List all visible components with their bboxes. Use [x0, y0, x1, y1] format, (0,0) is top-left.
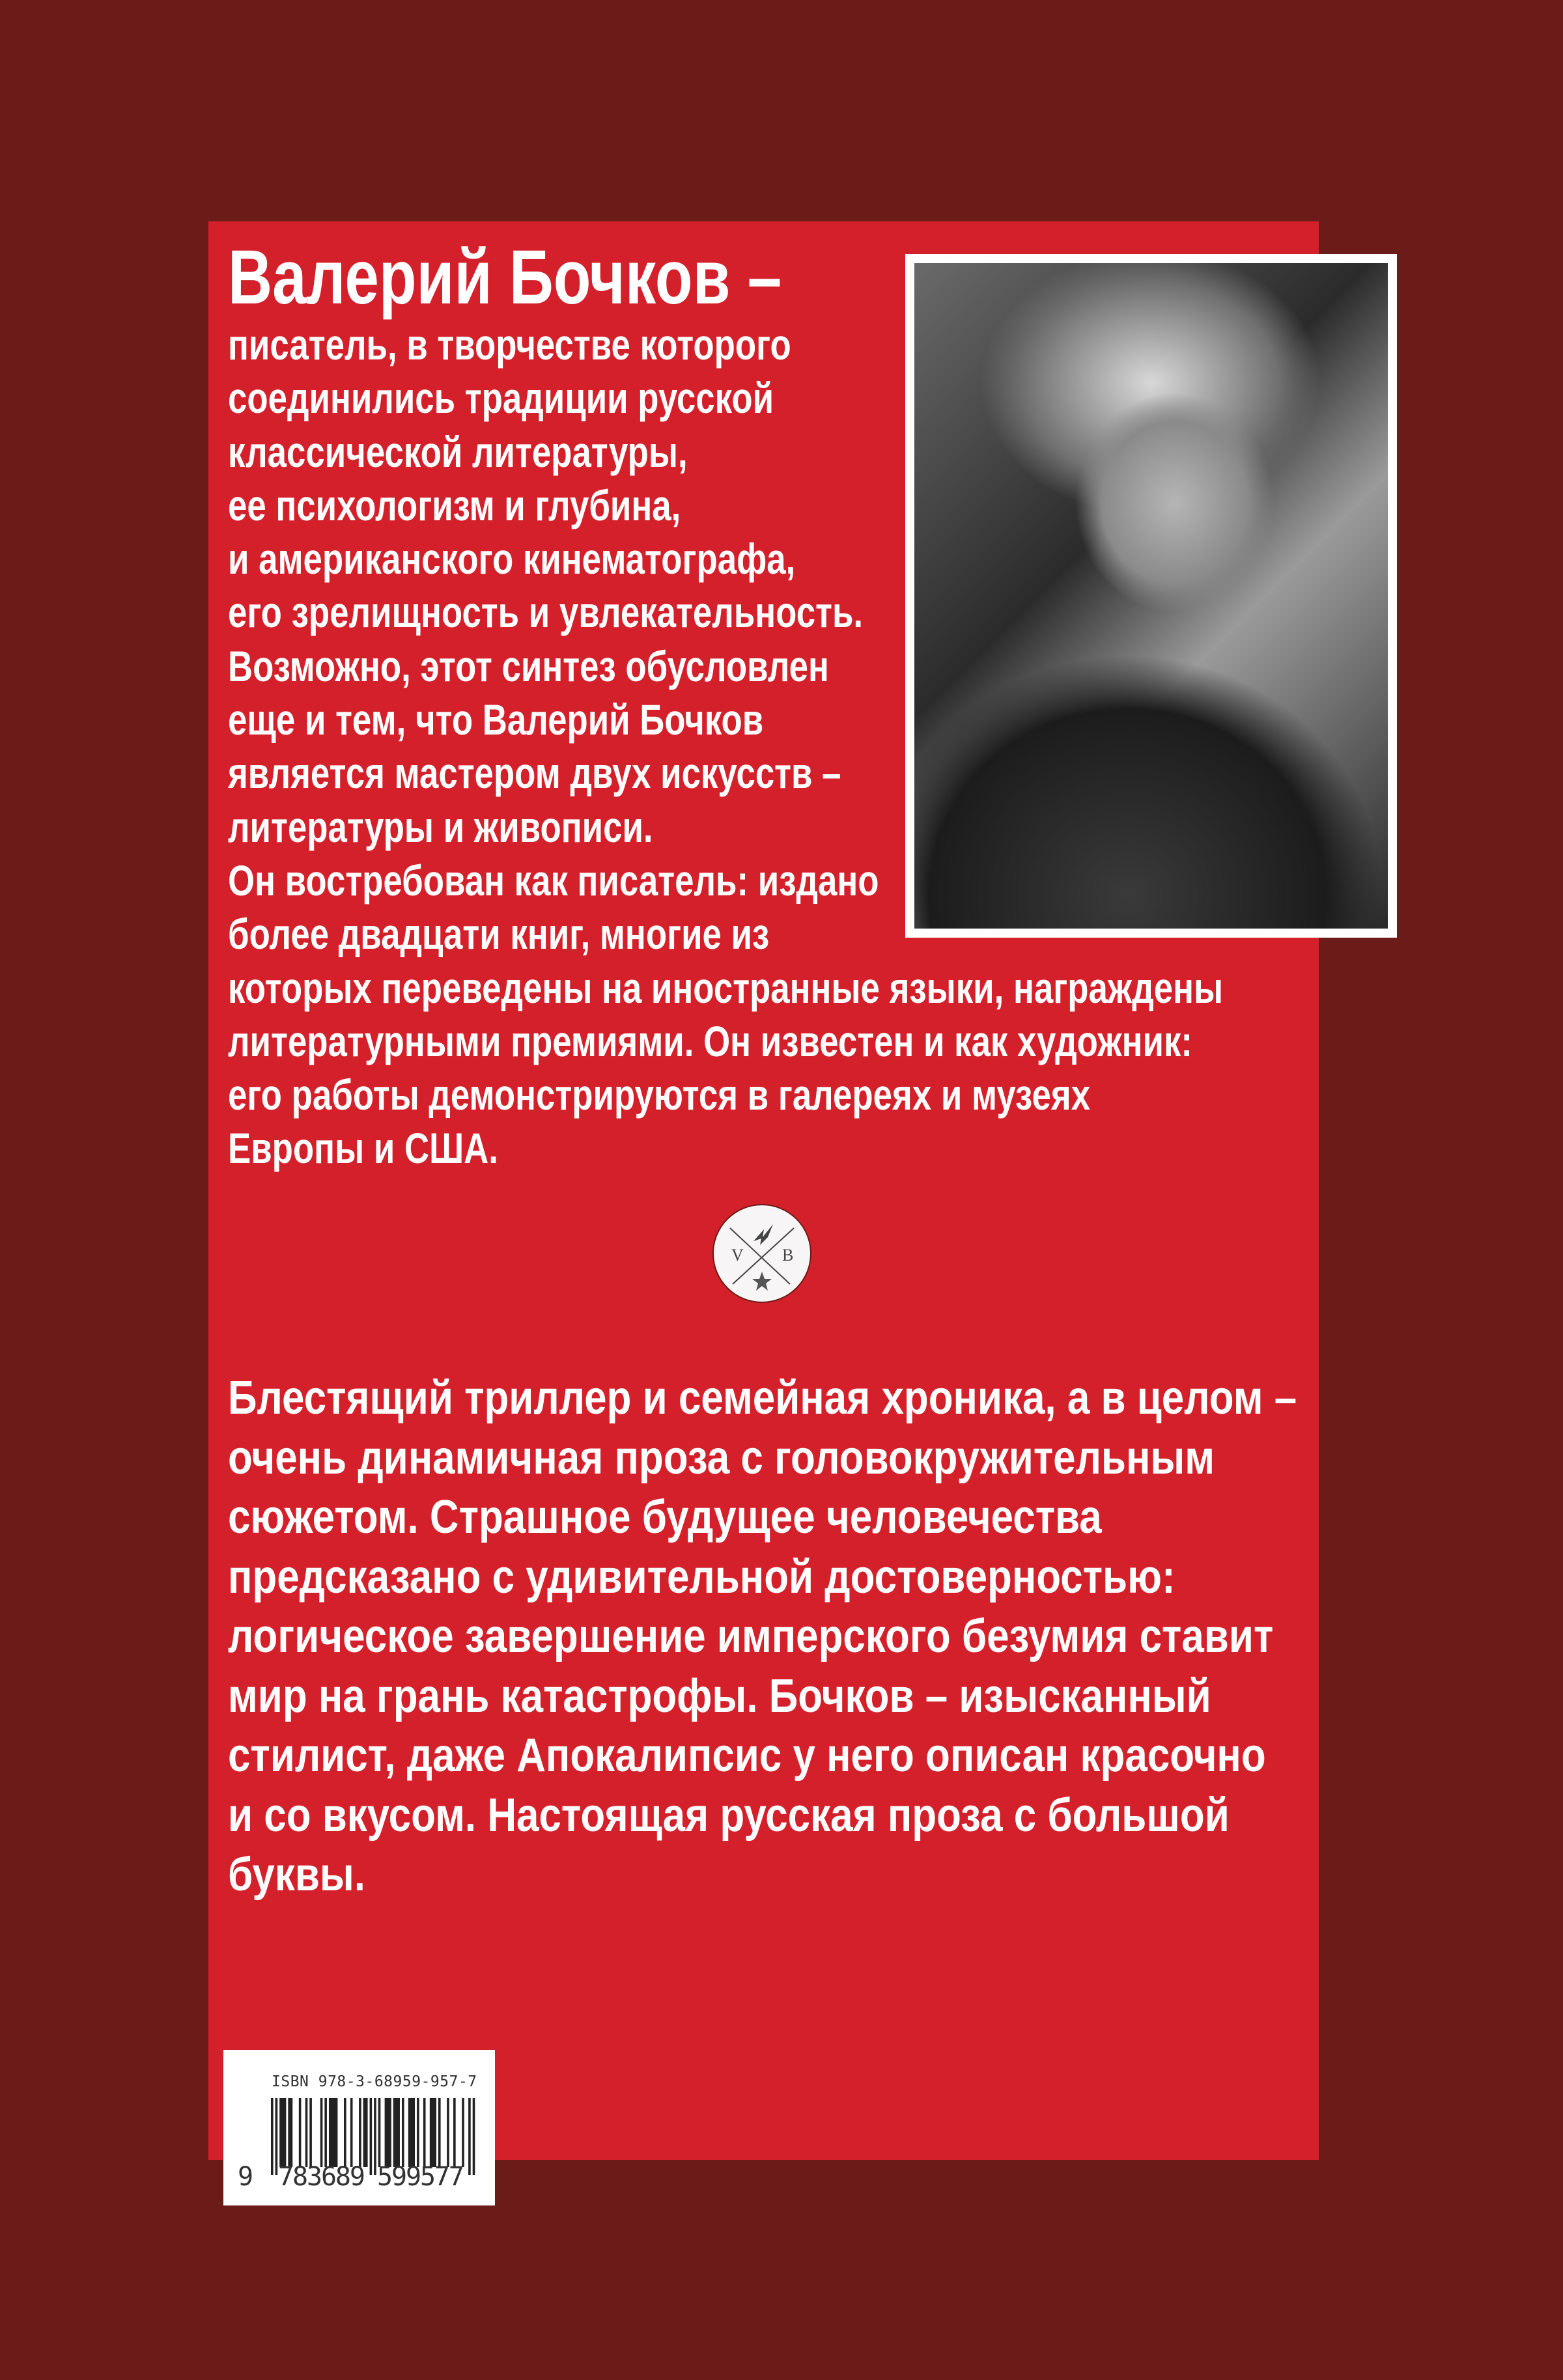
bio-line: является мастером двух искусств – — [228, 749, 841, 798]
bio-line: которых переведены на иностранные языки, награждены — [228, 963, 1224, 1012]
barcode-bar — [331, 2098, 333, 2167]
barcode-bar — [393, 2098, 396, 2167]
barcode-bar — [387, 2098, 389, 2167]
barcode-bar — [370, 2098, 373, 2175]
barcode-bar — [385, 2098, 387, 2167]
barcode-bar — [363, 2098, 366, 2167]
bio-line: писатель, в творчестве которого — [228, 320, 791, 369]
bio-line: литературы и живописи. — [228, 802, 653, 851]
ean-right-group: 599577 — [377, 2162, 464, 2192]
barcode-bar — [333, 2098, 336, 2167]
barcode-bar — [299, 2098, 302, 2167]
barcode-bar — [389, 2098, 391, 2167]
barcode-bar — [305, 2098, 308, 2167]
barcode-bar — [335, 2098, 338, 2167]
barcode-bar — [284, 2098, 287, 2167]
barcode-bar — [423, 2098, 426, 2167]
barcode-bar — [350, 2098, 353, 2167]
author-photo — [905, 254, 1397, 938]
barcode-bar — [324, 2098, 327, 2167]
barcode-bar — [473, 2098, 475, 2175]
barcode-bar — [374, 2098, 376, 2175]
blurb-line: стилист, даже Апокалипсис у него описан красочно — [228, 1729, 1266, 1782]
barcode-bar — [410, 2098, 413, 2167]
barcode-bar — [408, 2098, 411, 2167]
ean-first-digit: 9 — [238, 2162, 254, 2192]
bio-line: еще и тем, что Валерий Бочков — [228, 695, 764, 744]
barcode-bar — [275, 2098, 278, 2175]
barcode-bar — [329, 2098, 331, 2167]
barcode-bar — [434, 2098, 436, 2167]
barcode-bar — [365, 2098, 368, 2167]
barcode-bar — [271, 2098, 274, 2175]
blurb-line: сюжетом. Страшное будущее человечества — [228, 1491, 1102, 1543]
blurb-line: мир на грань катастрофы. Бочков – изысканный — [228, 1670, 1211, 1722]
author-heading: Валерий Бочков – — [228, 234, 782, 320]
barcode-bar — [397, 2098, 400, 2167]
barcode-bar — [309, 2098, 312, 2167]
barcode-bar — [279, 2098, 282, 2167]
ean-left-group: 783689 — [278, 2162, 365, 2192]
bio-line: ее психологизм и глубина, — [228, 481, 681, 529]
barcode-bar — [402, 2098, 404, 2167]
barcode-bar — [453, 2098, 456, 2167]
isbn-barcode — [223, 2050, 495, 2205]
blurb-line: логическое завершение имперского безумия ставит — [228, 1610, 1274, 1662]
blurb-line: Блестящий триллер и семейная хроника, а в целом – — [228, 1372, 1297, 1424]
bio-line: его работы демонстрируются в галереях и музеях — [228, 1071, 1091, 1119]
barcode-bar — [344, 2098, 346, 2167]
author-portrait-image — [914, 263, 1388, 929]
barcode-bar — [468, 2098, 471, 2175]
bio-line: классической литературы, — [228, 427, 688, 476]
barcode-bar — [290, 2098, 293, 2167]
bio-line: Он востребован как писатель: издано — [228, 856, 879, 904]
barcode-bar — [395, 2098, 398, 2167]
blurb-line: и со вкусом. Настоящая русская проза с большой — [228, 1789, 1230, 1841]
barcode-bar — [288, 2098, 290, 2167]
barcode-bar — [417, 2098, 419, 2167]
book-blurb — [228, 1369, 1471, 1905]
bio-line: и американского кинематографа, — [228, 535, 796, 583]
isbn-label: ISBN 978-3-68959-957-7 — [272, 2073, 477, 2090]
barcode-bar — [281, 2098, 284, 2167]
bio-line: более двадцати книг, многие из — [228, 910, 770, 959]
barcode-bar — [462, 2098, 464, 2167]
logo-letter-b: B — [782, 1246, 794, 1265]
bio-line: Европы и США. — [228, 1124, 498, 1173]
barcode-bar — [412, 2098, 415, 2167]
barcode-bar — [378, 2098, 381, 2167]
blurb-line: предсказано с удивительной достоверностью: — [228, 1550, 1176, 1603]
barcode-bar — [430, 2098, 432, 2167]
bio-line: соединились традиции русской — [228, 374, 774, 423]
barcode-bar — [432, 2098, 434, 2167]
bio-line: литературными премиями. Он известен и как художник: — [228, 1016, 1192, 1065]
barcode-bar — [447, 2098, 449, 2167]
vb-emblem-icon — [712, 1203, 812, 1304]
barcode-bars — [223, 2050, 495, 2205]
bio-line: Возможно, этот синтез обусловлен — [228, 641, 829, 690]
blurb-line: буквы. — [228, 1849, 366, 1901]
blurb-line: очень динамичная проза с головокружительным — [228, 1431, 1215, 1484]
bio-line: его зрелищность и увлекательность. — [228, 588, 864, 637]
logo-letter-v: V — [731, 1246, 744, 1265]
barcode-bar — [438, 2098, 441, 2167]
barcode-bar — [359, 2098, 361, 2167]
barcode-bar — [320, 2098, 323, 2167]
